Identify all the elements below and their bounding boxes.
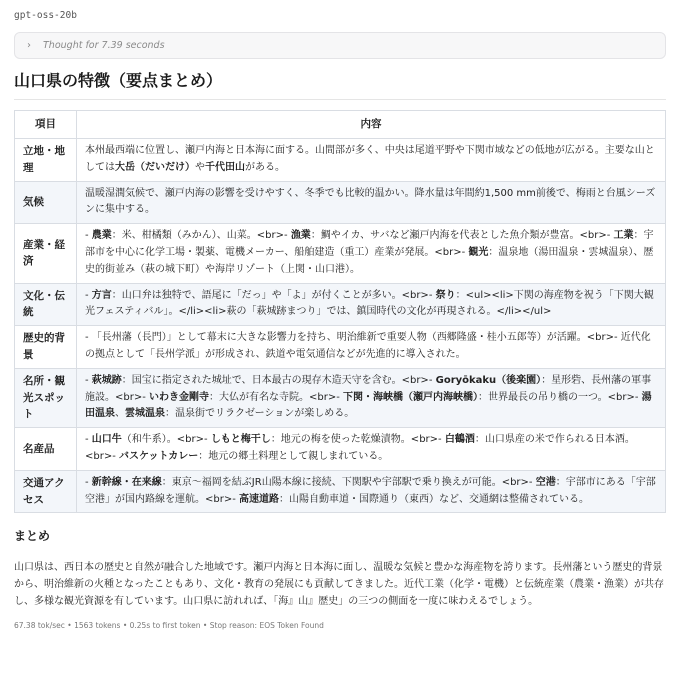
row-content — [77, 139, 666, 182]
content-text: ：宇部市を中心に化学工場・製薬、電機メーカー、船舶建造（重工）産業が発展。<br>- — [85, 230, 654, 258]
row-item: 気候 — [15, 181, 77, 224]
row-item: 産業・経済 — [15, 224, 77, 283]
table-row — [15, 368, 666, 427]
row-item: 歴史的背景 — [15, 326, 77, 369]
content-text: - 「長州藩（長門）」として幕末に大きな影響力を持ち、明治維新で重要人物（西郷隆盛・桂小五郎等）が活躍。<br>- 近代化の拠点として「長州学派」が形成され、鉄道や電気通信などが先進的に導入された。 — [85, 332, 651, 360]
row-item: 文化・伝統 — [15, 283, 77, 326]
bold-term: 方言 — [91, 289, 112, 301]
table-row — [15, 224, 666, 283]
content-text: ：<ul><li>下関の海産物を祝う「下関大観光フェスティバル」。</li><li>萩の「萩城跡まつり」では、鎮国時代の文化が再現される。</li></ul> — [85, 289, 654, 318]
bold-term: いわき金剛寺 — [149, 391, 210, 403]
features-table — [14, 110, 666, 513]
table-row — [15, 326, 666, 369]
bold-term: 祭り — [435, 289, 456, 301]
bold-term: 農業 — [91, 230, 112, 242]
row-item: 名産品 — [15, 428, 77, 471]
content-text: がある。 — [245, 161, 285, 173]
model-name: gpt-oss-20b — [14, 10, 77, 21]
header-item: 項目 — [15, 111, 77, 139]
content-text: ：東京〜福岡を結ぶJR山陽本線に接続、下関駅や宇部駅で乗り換えが可能。<br>- — [161, 476, 536, 488]
content-text: ：世界最長の吊り橋の一つ。<br>- — [478, 391, 642, 403]
generation-stats: 67.38 tok/sec • 1563 tokens • 0.25s to first token • Stop reason: EOS Token Found — [14, 620, 324, 630]
content-text: ：温泉地（湯田温泉・雲城温泉）、歴史的街並み（萩の城下町）や海岸リゾート（上関・山口港）。 — [85, 246, 654, 275]
row-content — [77, 470, 666, 513]
bold-term: 高速道路 — [239, 493, 280, 505]
bold-term: 下関・海峡橋（瀬戸内海峡橋） — [343, 391, 479, 403]
content-text: ：大仏が有名な寺院。<br>- — [209, 391, 344, 403]
bold-term: 新幹線・在来線 — [91, 476, 162, 488]
content-text: ：星形砦、長州藩の軍事施設。<br>- — [85, 374, 652, 403]
table-row — [15, 470, 666, 513]
content-text: - — [85, 289, 92, 301]
content-text: 本州最西端に位置し、瀬戸内海と日本海に面する。山間部が多く、中央は尾道平野や下関市域などの低地が広がる。主要な山としては — [85, 145, 655, 173]
content-text: 温暖湿潤気候で、瀬戸内海の影響を受けやすく、冬季でも比較的温かい。降水量は年間約1,500 mm前後で、梅雨と台風シーズンに集中する。 — [85, 187, 656, 216]
chevron-right-icon: › — [27, 39, 31, 51]
bold-term: 白鶴酒 — [444, 434, 475, 446]
row-content — [77, 428, 666, 471]
content-text: ：地元の郷土料理として親しまれている。 — [198, 450, 389, 462]
bold-term: 湯田温泉 — [85, 391, 652, 420]
table-row — [15, 181, 666, 224]
bold-term: 漁業 — [290, 230, 311, 242]
content-text: - — [85, 434, 92, 446]
content-text: - — [85, 230, 92, 242]
content-text: - — [85, 476, 92, 488]
content-text: ：米、柑橘類（みかん）、山菜。<br>- — [111, 230, 291, 242]
content-text: （和牛系）。<br>- — [121, 434, 211, 446]
bold-term: 千代田山 — [205, 161, 245, 173]
thought-toggle[interactable] — [14, 32, 666, 59]
content-text: - — [85, 374, 92, 386]
row-content — [77, 283, 666, 326]
content-text: ：宇部市にある「宇部空港」が国内路線を運航。<br>- — [85, 476, 656, 505]
summary-heading: まとめ — [14, 529, 51, 544]
bold-term: 萩城跡 — [91, 374, 122, 386]
row-content — [77, 181, 666, 224]
page-title: 山口県の特徴（要点まとめ） — [14, 69, 666, 100]
content-text: 、 — [115, 408, 125, 420]
row-content — [77, 224, 666, 283]
bold-term: バスケットカレー — [119, 450, 199, 462]
thought-label: Thought for 7.39 seconds — [43, 39, 165, 51]
summary-text: 山口県は、西日本の歴史と自然が融合した地域です。瀬戸内海と日本海に面し、温暖な気候と豊かな海産物を誇ります。長州藩という歴史的背景から、明治維新の火種となったこともあり、文化・教育の発展にも貢献してきました。近代工業（化学・電機）と伝統産業（農業・漁業）が共存し、多様な観光資源を有しています。山口県に訪れれば、「海』山』歴史」の三つの側面を一度に味わえるでしょう。 — [14, 561, 664, 607]
table-body — [15, 139, 666, 513]
content-text: ：山口弁は独特で、語尾に「だっ」や「よ」が付くことが多い。<br>- — [111, 289, 436, 301]
content-text: ：地元の梅を使った乾燥漬物。<br>- — [270, 434, 445, 446]
bold-term: 山口牛 — [91, 434, 122, 446]
content-text: ：国宝に指定された城址で、日本最古の現存木造天守を含む。<br>- — [121, 374, 436, 386]
content-text: ：鯛やイカ、サバなど瀬戸内海を代表とした魚介類が豊富。<br>- — [310, 230, 614, 242]
bold-term: 工業 — [613, 230, 634, 242]
row-item: 交通アクセス — [15, 470, 77, 513]
row-item: 立地・地理 — [15, 139, 77, 182]
content-text: ：温泉街でリラクゼーションが楽しめる。 — [165, 408, 355, 420]
row-item: 名所・観光スポット — [15, 368, 77, 427]
table-header-row — [15, 111, 666, 139]
row-content — [77, 368, 666, 427]
content-text: ：山口県産の米で作られる日本酒。<br>- — [85, 434, 635, 462]
content-text: ：山陽自動車道・国際通り（東西）など、交通網は整備されている。 — [279, 493, 590, 505]
content-text: や — [195, 161, 205, 173]
bold-term: 大岳（だいだけ） — [115, 161, 195, 173]
table-row — [15, 428, 666, 471]
table-row — [15, 283, 666, 326]
bold-term: しもと梅干し — [210, 434, 271, 446]
bold-term: 雲城温泉 — [125, 408, 165, 420]
bold-term: 観光 — [468, 246, 489, 258]
table-row — [15, 139, 666, 182]
bold-term: Goryōkaku（後楽園） — [435, 374, 542, 386]
row-content — [77, 326, 666, 369]
header-content: 内容 — [77, 111, 666, 139]
bold-term: 空港 — [535, 476, 556, 488]
